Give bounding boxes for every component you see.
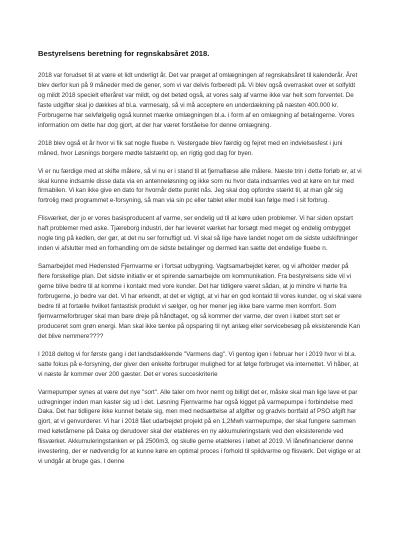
paragraph-varmepumper: Varmepumper synes at være det nye "sort". Alle taler om hvor nemt og billigt det er, måske skal man lige lave et par udregninger inden man kaster sig ud i det. Løsning Fjernvarme har også kigget på varmepumpe i forbindelse med Daka. Det har tidligere ikke kunnet betale sig, men med nedsættelse af afgifter og gradvis bortfald af PSO afgift har gjort, at vi genvurderer. Vi har i 2018 fået udarbejdet projekt på en 1,2Mwh varmepumpe, der skal fungere sammen med køletårnene på Daka og derudover skal der etableres en ny akkumuleringstank ved den eksisterende ved flisværket. Akkumuleringstanken er på 2500m3, og skulle gerne etableres i løbet af 2019. Vi lånefinancierer denne investering, der er nødvendig for at kunne køre en optimal proces i forhold til spildvarme og flisværk. Det vigtige er at vi undgår at bruge gas. I denne xyxy=(38,388,361,465)
paragraph-maalere: Vi er nu færdige med at skifte målere, så vi nu er i stand til at fjernaflæse alle målere. Næste trin i dette forløb er, at vi skal kunne indsamle disse data via en antenneløsning og ikke som nu hvor data indsamles ved at køre en tur med firmabilen. Vi kan ikke give en dato for hvornår dette punkt nås. Jeg skal dog opfordre stærkt til, at man går sig fortrolig med programmet e-forsyning, så man via sin pc eller tablet eller mobil kan følge med i sit forbrug. xyxy=(38,167,362,205)
document-title: Bestyrelsens beretning for regnskabsåret 2018. xyxy=(38,49,210,58)
paragraph-varmens-dag: I 2018 deltog vi for første gang i det landsdækkende "Varmens dag". Vi gentog igen i februar her i 2019 hvor vi bl.a. satte fokus på e-forsyning, der giver den enkelte forbruger mulighed for at følge forbruget via internettet. Vi håber, at vi næste år kommer over 200 gæster. Det er vores succeskriterie xyxy=(38,350,359,378)
paragraph-vestergade: 2018 blev også et år hvor vi fik sat nogle fluebe n. Vestergade blev færdig og fejret med en indvielsesfest i juni måned, hvor Løsnings borgere mødte talstærkt op, en rigtig god dag for byen. xyxy=(38,139,343,157)
paragraph-flisvaerket: Flisværket, der jo er vores basisproducent af varme, ser endelig ud til at køre uden problemer. Vi har siden opstart haft problemer med aske. Tjæreborg industri, der har leveret værket har forsøgt med meget og endelig ombygget nogle ting på kedlen, der gør, at det nu ser fornuftigt ud. Vi skal så lige have landet noget om de sidste udskiftninger inden vi afslutter med en forhandling om de sidste betalinger og dermed kan sætte det endelige fluebe n. xyxy=(38,215,358,253)
paragraph-omlaegning: 2018 var forudset til at være et lidt underligt år. Det var præget af omlægningen af regnskabsåret til kalenderår. Året blev derfor kun på 9 måneder med de gener, som vi var delvis forberedt på. Vi blev også overrasket over et solfyldt og mildt 2018 specielt efteråret var mildt, og det betød også, at vores salg af varme ikke var helt som forventet. De faste udgifter skal jo dækkes af bl.a. varmesalg, så vi må acceptere en underdækning på næsten 400.000 kr. Forbrugerne har selvfølgelig også kunnet mærke omlægningen bl.a. i form af en omlægning af betalingerne. Vores information om dette har dog gjort, at der har været forståelse for denne omlægning. xyxy=(38,72,358,129)
paragraph-samarbejde: Samarbejdet med Hedensted Fjernvarme er i fortsat udbygning. Vagtsamarbejdet kører, og vi afholder møder på flere forskellige plan. Det sidste initiativ er et spirende samarbejde om kommunikation. Fra bestyrelsens side vil vi gerne blive bedre til at komme i kontakt med vore kunder. Det har tidligere været sådan, at jo mindre vi hørte fra forbrugerne, jo bedre var det. Vi har erkendt, at det er vigtigt, at vi har en god kontakt til vores kunder, og vi skal være bedre til at fortælle hvilket fantastisk produkt vi sælger, og her mener jeg ikke bare varme men komfort. Som fjernvarmeforbruger skal man bare dreje på håndtaget, og så kommer der varme, der oven i købet stort set er produceret som grøn energi. Man skal ikke tænke på opsparing til nyt anlæg eller servicebesøg på eksisterende Kan det blive nemmere???? xyxy=(38,263,362,340)
